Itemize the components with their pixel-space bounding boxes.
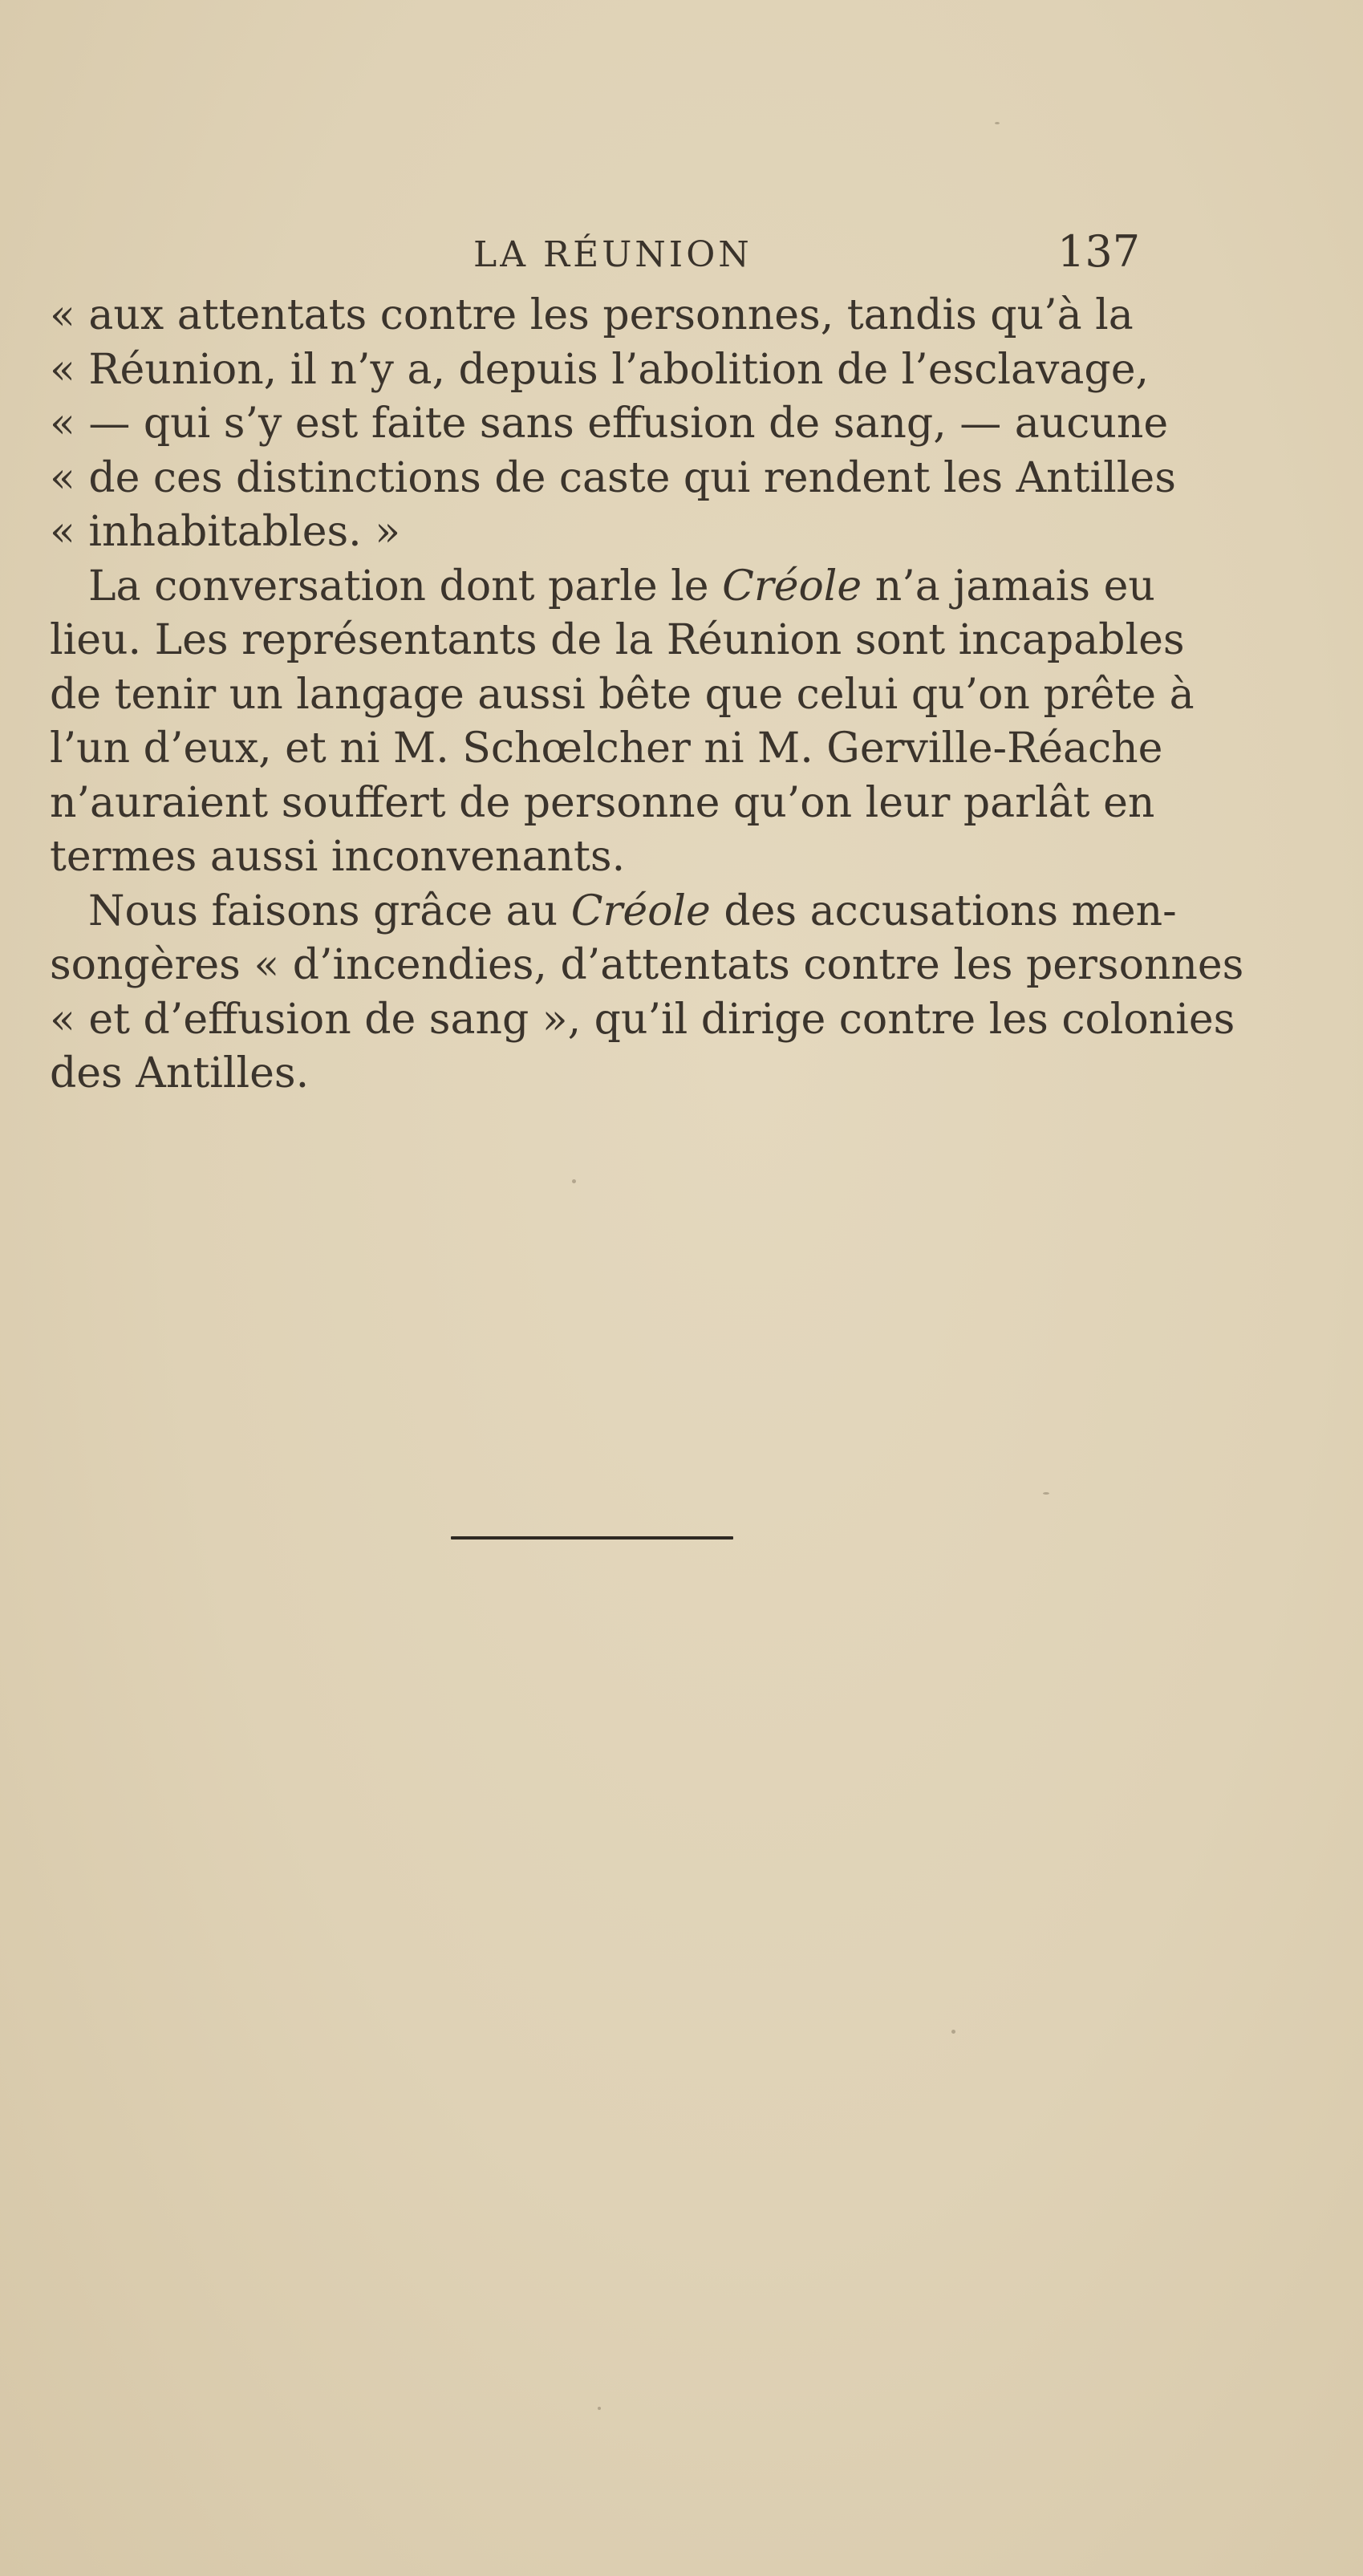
text-line: « aux attentats contre les personnes, tandis qu’à la — [50, 291, 1134, 339]
end-of-chapter-rule — [451, 1536, 733, 1540]
paper-speck — [951, 2030, 955, 2034]
text-line: des Antilles. — [50, 1049, 310, 1097]
text-line: de tenir un langage aussi bête que celui qu’on prête à — [50, 670, 1195, 719]
paper-speck — [598, 2407, 601, 2410]
text-line: « Réunion, il n’y a, depuis l’abolition de l’esclavage, — [50, 345, 1150, 394]
paper-speck — [995, 122, 1000, 124]
text-line: n’auraient souffert de personne qu’on leur parlât en — [50, 778, 1155, 827]
newspaper-title: Créole — [722, 562, 862, 611]
paragraph-accusations — [50, 885, 1244, 1101]
text-run: La conversation dont parle le — [88, 562, 723, 611]
text-line: « et d’effusion de sang », qu’il dirige contre les colonies — [50, 995, 1235, 1044]
page-number: 137 — [1057, 226, 1141, 277]
text-line: « — qui s’y est faite sans effusion de sang, — aucune — [50, 400, 1169, 448]
newspaper-title: Créole — [570, 886, 711, 935]
text-line: « de ces distinctions de caste qui rendent les Antilles — [50, 453, 1176, 502]
paragraph-quotation — [50, 289, 1176, 560]
paragraph-conversation — [50, 560, 1195, 885]
page-header — [0, 226, 1363, 290]
body-text — [50, 289, 1244, 1101]
text-line: termes aussi inconvenants. — [50, 833, 626, 881]
text-line — [50, 885, 1177, 939]
paper-speck — [572, 1179, 576, 1183]
text-line: lieu. Les représentants de la Réunion sont incapables — [50, 616, 1185, 664]
text-line — [50, 560, 1155, 615]
text-run: des accusations men- — [710, 886, 1177, 935]
running-title: LA RÉUNION — [473, 234, 752, 275]
text-run: Nous faisons grâce au — [88, 886, 571, 935]
text-line: l’un d’eux, et ni M. Schœlcher ni M. Gerville-Réache — [50, 724, 1163, 773]
paper-speck — [1043, 1492, 1049, 1495]
text-line: songères « d’incendies, d’attentats contre les personnes — [50, 941, 1244, 989]
text-run: n’a jamais eu — [862, 562, 1155, 611]
text-line: « inhabitables. » — [50, 508, 401, 556]
